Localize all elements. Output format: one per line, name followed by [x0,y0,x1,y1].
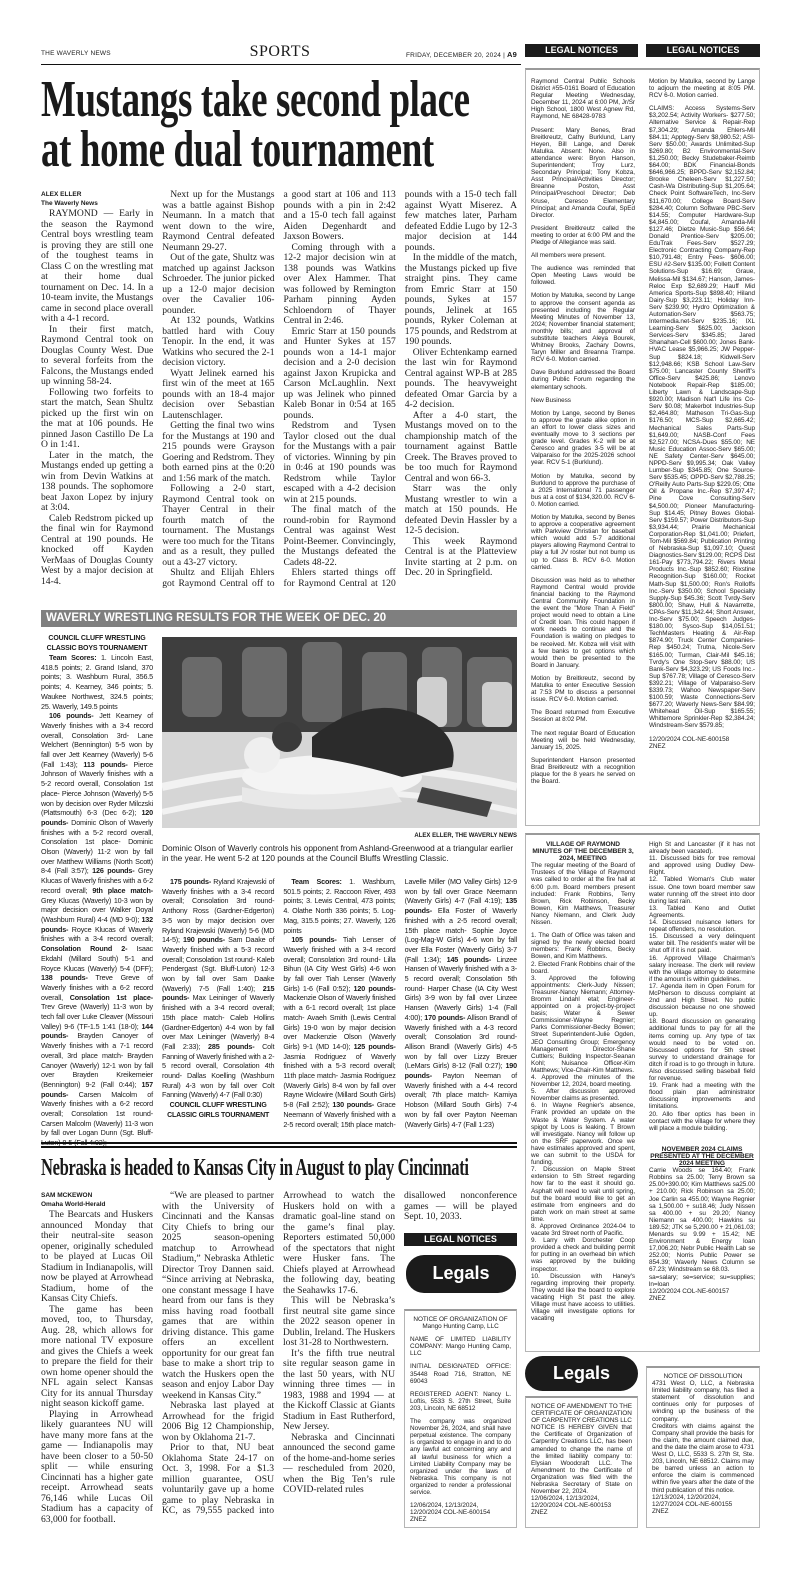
notice-paragraph: New Business [531,396,571,404]
znez: ZNEZ [531,1509,548,1517]
result-label: 170 pounds- [424,1012,466,1022]
notice-paragraph: 4731 West O, LLC, a Nebraska limited liability company, has filed a statement of dissolution and continues only for purposes of winding up the business of the company. [652,1380,754,1423]
result-text: Linzee Hansen of Waverly finished with a 3-5 record overall; Consolation 5th round- Harper Chase (IA City West Girls) 3-9 won by fall over Linzee Hansen (Waverly Girls) 1-4 (Fall 4:00); [404,954,517,1022]
result-label: 215 pounds- [162,983,275,1003]
main-article-body [41,190,517,590]
notice-paragraph: 2. Elected Frank Robbins chair of the board. [531,960,635,975]
result-text: 1. Lincoln East, 418.5 points; 2. Grand Island, 370 points; 3. Washburn Rural, 356.5 points; 4. Kearney, 346 points; 5. Waukee Northwest, 324.5 points; 25. Waverly, 149.5 points [41,653,154,711]
article-paragraph: Next up for the Mustangs was a battle against Bishop Neumann. In a match that went down to the wire, Raymond Central defeated Neumann 29-27. [162,189,275,253]
notice-code: 12/20/2024 COL-NE-600154 [410,1509,491,1517]
article-paragraph: Prior to that, NU beat Oklahoma State 24-17 on Oct. 3, 1998. For a $1.3 million guarantee, OSU voluntarily gave up a home game to play Nebraska in KC, as 79,555 packed into Arrowhead to watch the Huskers hold on with a dramatic goal-line stand on the game’s final play. Reporters estimated 50,000 of the spectators that night were Husker fans. The Chiefs played at Arrowhead the following day, beating the Seahawks 17-6. [162,1190,395,1516]
author-name: SAM MCKEWON [41,1192,93,1199]
dissolution-notice [646,1366,760,1528]
legal-notices-header: LEGAL NOTICES [404,1233,517,1246]
article-paragraph: The Bearcats and Huskers announced Monday that their neutral-site season opener, originally scheduled to be played at Lucas Oil Stadium in Indianapolis, will now be played at Arrowhead Stadium, home of the Kansas City Chiefs. [41,1209,153,1304]
results-banner: WAVERLY WRESTLING RESULTS FOR THE WEEK OF DEC. 20 [41,610,517,627]
notice-paragraph: 5. After discussion approved November claims as presented. [531,1088,635,1103]
article-paragraph: At 132 pounds, Watkins battled hard with Couy Tenopir. In the end, it was Watkins who secured the 2-1 decision victory. [162,315,275,368]
notice-paragraph: The regular meeting of the Board of Trustees of the Village of Raymond was called to order at the fire hall at 6:00 p.m. Board members present included: Frank Robbins, Terry Brown, Rick Robinson, Becky Bowen, Kim Matthews, Treasurer Nancy Niemann, and Clerk Judy Nissen. [531,862,635,927]
article-paragraph: After a 4-0 start, the Mustangs moved on to the championship match of the tournament against Battle Creek. The Braves proved to be too much for Raymond Central and won 66-3. [404,409,517,484]
notice-paragraph: 1. The Oath of Office was taken and signed by the newly elected board members: Frank Robbins, Becky Bowen, and Kim Matthews. [531,932,635,961]
znez: ZNEZ [652,1507,669,1515]
claims-heading: NOVEMBER 2024 CLAIMS PRESENTED AT THE DECEMBER 2024 MEETING [650,1145,754,1168]
article-paragraph: This week Raymond Central is at the Platteview Invite starting at 2 p.m. on Dec. 20 in Springfield. [404,535,517,578]
notice-paragraph: CLAIMS: Access Systems-Serv $3,202.54; Activity Workers- $277.50; Alternative Service & Repair-Rep $7,304.29; Amanda Ehlers-Mil $84.11; Apptegy-Serv $8,980.52; ASI-Serv $50.00; Awards Unlimited-Sup $269.80; B2 Environmental-Serv $1,250.00; Becky Studebaker-Reimb $64.00; BDK Financial-Bonds $646,966.25; BPPD-Serv $2,152.84; Brooke Cheleen-Serv $1,227.50; Cash-Wa Distributing-Sup $1,205.64; Check Point SoftwareTech, Inc-Serv $11,670.00; College Board-Serv $284.40; Column Software PBC-Serv $14.55; Computer Hardware-Sup $4,845.00; Coufal, Amanda-Mil $127.46; Dietze Music-Sup $56.64; Donald Prentice-Serv $205.00; EduTrak Fees-Serv $527.29; Electronic Contracting Company-Rep $10,791.48; Entry Fees- $606.00; ESU #2-Serv $135.00; Follett Content Solutions-Sup $16.69; Graue, Melissa-Mil $134.67; Hanson, James-Reloc Exp $2,689.29; Hauff Mid America Sports-Sup $898.40; Hiland Dairy-Sup $3,223.11; Holiday Inn-Serv $239.90; Hydro Optimization & Automation-Serv $563.75; Intermedia.net-Serv $235.16; IXL Learning-Serv $625.00; Jackson Services-Serv $345.85; Jared Shanahan-Cell $600.00; Jones Bank-HVAC Lease $5,966.25; JW Pepper-Sup $824.18; Kidwell-Serv $12,948.66; KSB School Law-Serv $75.00; Lancaster County Sheriff’s Office-Serv $425.86; Lenovo Notebook Repair-Rep $185.00; Liberty Lawn & Landscape-Sup $920.00; Madison Nat'l Life Ins Co-Serv $0.08; Makerbot Industries-Sup $2,464.80; Matheson Tri-Gas-Sup $176.50; MCS-Sup $2,665.42; Mechanical Sales Parts-Sup $1,649.00; NASB-Conf Fees $2,527.00; NCSA-Dues $55.00; NE Music Education Assoc-Serv $65.00; NE Safety Center-Serv $645.00; NPPD-Serv $9,995.34; Oak Valley Lumber-Sup $345.85; One Source-Serv $535.45; OPPD-Serv $2,788.25; O'Reilly Auto Parts-Sup $229.05; Otte Oil & Propane Inc.-Rep $7,397.47; Pine Cove Consulting-Serv $4,500.00; Pioneer Manufacturing-Sup $14.45; Pitney Bowes Global-Serv $159.57; Power Distributors-Sup $3,934.44; Prairie Mechanical Corporation-Rep $1,041.00; Priefert, Tom-Mil $569.84; Publication Printing of Nebraska-Sup $1,097.10; Quest Diagnostics-Serv $129.00; RCPS Dist 161-Pay $773,794.22; Rivers Metal Products Inc.-Sup $852.60; Rixstine Recognition-Sup $160.00; Rocket Math-Sup $1,500.00; Ron's Rolloffs Inc.-Serv $350.00; School Specialty Supply-Sup $45.36; Scott Tvrdy-Serv $800.00; Shaw, Hull & Navarrette, CPAs-Serv $11,342.44; Short Answer, Inc-Serv $75.00; Speech Judges- $180.00; Sysco-Sup $14,051.51; TechMasters Heating & Air-Rep $874.90; Truck Center Companies-Rep $450.24; Trutna, Nicole-Serv $165.00; Turman, Clair-Mil $45.16; Tvrdy's One Stop-Serv $88.00; US Bank-Serv $4,323.29; US Foods Inc.-Sup $767.78; Village of Ceresco-Serv $392.21; Village of Valparaiso-Serv $339.73; Wahoo Newspaper-Serv $100.59; Waste Connections-Serv $677.20; Waverly News-Serv $84.99; Whitehead Oil-Sup $165.55; Whittemore Sprinkler-Rep $2,384.24; Windstream-Serv $579.85; [649,105,755,730]
results-column [41,633,154,1138]
result-text: Grey Klucas of Waverly finishes with a 6-2 record overall; [41,866,153,895]
notice-paragraph: Motion by Matulka, second by Benes to approve a cooperative agreement with Parkview Christian for baseball which would add 5-7 additional players allowing Raymond Central to play a full JV roster but not bump us up to Class B. RCV 6-0. Motion carried. [531,513,635,571]
article-paragraph: Starr was the only Mustang wrestler to win a match at 150 pounds. He defeated Devin Hassler by a 12-5 decision. [404,483,517,536]
results-paragraph [41,653,153,711]
result-label: Consolation 1st place- [69,992,153,1002]
notice-paragraph: Motion by Matulka, second by Lange to adjourn the meeting at 8:05 PM. RCV 6-0. Motion carried. [649,78,755,100]
girls-tournament-heading: COUNCIL CLUFF WRESTLING CLASSIC GIRLS TOURNAMENT [167,1102,270,1119]
issue-date [406,50,517,59]
result-label: 9th place match- [92,885,153,895]
notice-paragraph: President Breitkreutz called the meeting to order at 6:00 PM and the Pledge of Allegiance was said. [531,224,635,246]
znez: ZNEZ [410,1516,427,1524]
second-article-continuation [404,1191,517,1223]
notice-paragraph: The next regular Board of Education Meeting will be held Wednesday, January 15, 2025. [531,729,635,751]
result-label: 105 pounds- [291,935,337,945]
mango-notice [404,1309,517,1528]
wrestlers-image [162,637,517,828]
notice-paragraph: 8. Approved Ordinance 2024-04 to vacate 3rd Street north of Pacific. [531,1222,635,1238]
result-label: 125 pounds- [353,1041,396,1051]
notice-title: NOTICE OF AMENDMENT TO THE CERTIFICATE OF ORGANIZATION OF CARPENTRY CREATIONS LLC [531,1403,632,1425]
notice-paragraph: 17. Agenda item in Open Forum for McPherson to discuss complaint at 2nd and High Street. No public discussion because no one showed up. [649,982,755,1019]
claims-key: sa=salary; se=service; su=supplies; ln=loan [649,1273,755,1288]
notice-column-2 [649,78,755,750]
notice-paragraph: High St and Lancaster (if it has not already been vacated). [649,841,755,856]
notice-paragraph: 12/20/2024 COL-NE-600158 [649,735,730,743]
notice-paragraph: 10. Discussion with Haney's regarding improving their property. They would like the board to explore vacating High St past the alley. Village must have access to utilities. Village will investigate options for vacating [531,1272,635,1323]
section-rule [41,1142,517,1144]
article-paragraph: Caleb Redstrom picked up the final win for Raymond Central at 190 pounds. He knocked off Kayden VerMaas of Douglas County West by a major decision at 14-4. [41,512,154,587]
article-paragraph: This will be Nebraska’s first neutral site game since the 2022 season opener in Dublin, Ireland. The Huskers lost 31-28 to Northwestern. [283,1295,395,1348]
notice-paragraph: 12. Tabled Woman's Club water issue. One town board member saw water running off the street into door during last rain. [649,876,755,905]
article-paragraph: Nebraska last played at Arrowhead for the frigid 2006 Big 12 Championship, won by Oklahoma 21-7. [162,1400,274,1443]
result-text: Treve Greve of Waverly finishes with a 6-2 record overall, [41,973,153,1002]
result-label: 113 pounds- [83,759,128,769]
notice-code: 12/27/2024 COL-NE-600155 [652,1500,733,1508]
notice-paragraph: 4. Approved the minutes of the November 12, 2024, board meeting. [531,1074,635,1089]
notice-paragraph: Raymond Central Public Schools District #55-0161 Board of Education Regular Meeting Wednesday, December 11, 2024 at 6:00 PM, Jr/Sr High School, 1800 West Agnew Rd, Raymond, NE 68428-9783 [531,78,635,121]
notice-paragraph: ZNEZ [649,742,666,750]
result-text: Royce Klucas of Waverly finishes with a 3-4 record overall; [41,924,153,944]
result-text: Tiah Lenser of Waverly finished with a 3-4 record overall; Consolation 3rd round- Lilla Bihun (IA City West Girls) 4-6 won by fall over Tiah Lenser (Waverly Girls) 1-6 (Fall 0:52); [283,935,396,993]
notice-paragraph: The Board returned from Executive Session at 8:02 PM. [531,709,635,724]
publication-dates: 12/13/2024, 12/20/2024, [652,1493,721,1501]
result-label: 126 pounds- [92,866,135,876]
result-text: Jasmia Rodriguez of Waverly finished with a 5-3 record overall; 11th place match- Jasmia Rodriguez (Waverly Girls) 8-4 won by fall over Rayne Wickwire (Millard South Girls) 5-8 (Fall 2:52); [283,1051,396,1110]
article-paragraph: RAYMOND — Early in the season the Raymond Central boys wrestling team is proving they are still one of the toughest teams in Class C on the wrestling mat at their home dual tournament on Dec. 14. In a 10-team invite, the Mustangs came in second place overall with a 4-1 record. [41,208,154,324]
publication-dates: 12/06/2024, 12/13/2024, [531,1495,600,1503]
result-label: 135 pounds- [404,896,517,916]
result-text: Colt Fanning of Waverly finished with a 2-5 record overall, Consolation 4th round- Dallas Koelling (Washburn Rural) 4-3 won by fall over Colt Fanning (Waverly) 4-7 (Fall 0:30) [162,1041,275,1100]
result-label: 132 pounds- [41,914,153,934]
author-outlet: Omaha World-Herald [41,1201,106,1208]
notice-paragraph: Motion by Matulka, second by Burklund to approve the purchase of a 2025 International 71 passenger bus at a cost of $134,320.00. RCV 6-0. Motion carried. [531,472,635,508]
result-text: Allison Brandl of Waverly finished with a 4-3 record overall; Consolation 3rd round- Allison Brandl (Waverly Girls) 4-5 won by fall over Lizzy Breuer (LeMars Girls) 8-12 (Fall 0:27); [404,1012,517,1071]
article-paragraph: “We are pleased to partner with the University of Cincinnati and the Kansas City Chiefs to bring our 2025 season-opening matchup to Arrowhead Stadium,” Nebraska Athletic Director Troy Dannen said. “Since arriving at Nebraska, one constant message I have heard from our fans is they miss having road football games that are within driving distance. This game offers an excellent opportunity for our great fan base to make a short trip to watch the Huskers open the season and enjoy Labor Day weekend in Kansas City.” [162,1190,274,1401]
article-paragraph: In the middle of the match, the Mustangs picked up five straight pins. They came from Emric Starr at 150 pounds, Sykes at 157 pounds, Jelinek at 165 pounds, Ryker Coleman at 175 pounds, and Redstrom at 190 pounds. [404,252,517,347]
legal-notices-header: LEGAL NOTICES [646,44,760,57]
article-paragraph: The final match of the round-robin for Raymond Central was against West Point-Beemer. Convincingly, the Mustangs defeated the Cadets 48-22. [283,504,396,568]
notice-paragraph: Discussion was held as to whether Raymond Central would provide financial backing to the Raymond Central Community Foundation in the event the "More Than A Field" project would need to obtain a Line of Credit loan. This could happen if work needs to continue and the Foundation is waiting on pledges to be received. Mr. Kobza will visit with a few banks to get options which would then be presented to the Board in January. [531,576,635,669]
notice-paragraph: Creditors with claims against the Company shall provide the basis for the claim, the amount claimed due, and the date the claim arose to 4731 West O, LLC, 5533 S. 27th St, Ste. 203, Lincoln, NE 68512. Claims may be barred unless an action to enforce the claim is commenced within five years after the date of the third publication of this notice. [652,1422,754,1494]
result-text: Jett Kearney of Waverly finishes with a 3-4 record overall, Consolation 3rd- Lane Welchert (Bennington) 5-5 won by fall over Jett Kearney (Waverly) 5-6 (Fall 1:43); [41,711,153,769]
result-text: Mackenzie Olson of Waverly finished with a 6-1 record overall; 1st place match- Avaeh Smith (Lewis Central Girls) 19-0 won by major decision over Mackenzie Olson (Waverly Girls) 9-1 (MD 14-0); [283,993,396,1051]
notice-paragraph: 14. Discussed nuisance letters for repeat offenders, no resolution. [649,919,755,934]
article-paragraph: Coming through with a 12-2 major decision win at 138 pounds was Watkins over Alex Hammer. That was followed by Remington Parham pinning Ayden Schloendorn of Thayer Central in 2:46. [283,241,396,326]
notice-column-1 [531,841,635,1322]
result-text: Grey Klucas (Waverly) 10-3 won by major decision over Walker Doyal (Washburn Rural) 4-4 (MD 9-0); [41,895,153,924]
article-paragraph: Following a 2-0 start, Raymond Central took on Thayer Central in their fourth match of the tournament. The Mustangs were too much for the Titans and as a result, they pulled out a 43-27 victory. [162,483,275,568]
notice-paragraph: 7. Discussion on Maple Street extension to 5th Street regarding how far to the east it should go. Asphalt will need to wait until spring, but the board would like to get an estimate from engineers and do patch work on main street at same time. [531,1166,635,1223]
notice-column-2 [649,841,755,1302]
notice-paragraph: 16. Approved Village Chairman's salary increase. The clerk will review with the village attorney to determine if the amount is within guidelines. [649,954,755,983]
result-label: 190 pounds- [404,1061,517,1081]
notice-paragraph: The audience was reminded that Open Meeting Laws would be followed. [531,265,635,287]
boys-tournament-heading: COUNCIL CLUFF WRESTLING CLASSIC BOYS TOURNAMENT [46,635,148,652]
result-label: 138 pounds- [41,973,88,983]
photo-credit: ALEX ELLER, THE WAVERLY NEWS [414,833,517,839]
results-columns-continued [162,877,517,1135]
notice-paragraph: The company was organized November 26, 2024, and shall have perpetual existence. The company is organized to engage in and to do any lawful act concerning any and all lawful business for which a Limited Liability Company may be organized under the laws of Nebraska. This company is not organized to render a professional service. [410,1418,511,1496]
result-text: Sam Daake of Waverly finished with a 5-3 record overall; Consolation 1st round- Kaleb Pendergast (Sgt. Bluff-Luton) 12-3 won by fall over Sam Daake (Waverly) 7-5 (Fall 1:40); [162,935,275,993]
result-text: Carsen Malcolm of Waverly finishes with a 6-2 record overall; Consolation 1st round- Carsen Malcolm (Waverly) 11-3 won by fall over Logan Dunn (Sgt. Bluff- [41,1089,153,1138]
newspaper-name: THE WAVERLY NEWS [41,50,111,57]
result-label: 120 pounds- [41,808,153,827]
second-headline: Nebraska is headed to Kansas City in August to play Cincinnati [41,1155,469,1181]
raymond-schools-notice [525,68,760,826]
notice-paragraph: REGISTERED AGENT: Nancy L. Loftis, 5533 S. 27th Street, Suite 203, Lincoln, NE 68512 [410,1390,511,1412]
article-paragraph: Oliver Echtenkamp earned the last win for Raymond Central against WP-B at 285 pounds. The heavyweight defeated Omar Garcia by a 4-2 decision. [404,346,517,410]
notice-paragraph: 3. Approved the following appointments: Clerk-Judy Nissen; Treasurer-Nancy Niemann; Attorney-Bromm Lindahl etal; Engineer-appointed on a project-by-project basis; Water & Sewer Commissioner-Wayne Regnier; Parks Commissioner-Becky Bowen; Street Superintendent-Julie Ogden, JEO Consulting Group; Emergency Management Director-Shane Cuttlers; Building Inspector-Seanan Kohl; Nuisance Officer-Kim Matthews; Vice-Chair-Kim Matthews. [531,974,635,1074]
notice-paragraph: Motion by Breitkreutz, second by Matulka to enter Executive Session at 7:53 PM to discuss a personnel issue. RCV 6-0. Motion carried. [531,674,635,704]
result-text: Ryland Krajewski of Waverly finishes with a 3-4 record overall; Consolation 3rd round- Anthony Ross (Gardner-Edgerton) 3-5 won by major decision over Ryland Krajewski (Waverly) 5-6 (MD 14-5); [162,877,275,945]
result-text: Dominic Olson of Waverly finishes with a 5-2 record overall, Consolation 1st place- Dominic Olson (Waverly) 11-2 won by fall over Matthew Williams (North Scott) 8-4 (Fall 3:57); [41,817,153,876]
amendment-notice [525,1396,638,1528]
result-label: 157 pounds- [41,1079,153,1099]
result-text: Ella Foster of Waverly finished with a 2-5 record overall; 15th place match- Sophie Joyce (Log-Mag-W Girls) 4-6 won by fall over Ella Foster (Waverly Girls) 3-7 (Fall 1:34); [404,906,517,964]
notice-paragraph: 11. Discussed bids for tree removal and approved using Dudley Dew-Right. [649,855,755,877]
notice-paragraph: 19. Frank had a meeting with the flood plain plan administrator discussing improvements and limitations. [649,1082,755,1111]
notice-paragraph: 9. Larry with Dorchester Coop provided a check and building permit for putting in an overhead bin which was approved by the building inspector. [531,1237,635,1273]
legal-notices-header: LEGAL NOTICES [525,44,638,57]
result-text: Isaac Ekdahl (Millard South) 5-1 and Royce Klucas (Waverly) 5-4 (DFF); [41,944,154,973]
wrestling-photo [162,637,517,828]
section-title: SPORTS [249,43,311,60]
article-paragraph: Shultz and Elijah Ehlers got Raymond Central off to a good start at 106 and 113 pounds with a pin in 2:42 and a 15-0 tech fall against Aiden Degenhardt and Jaxson Bowers. [162,189,396,589]
legals-logo: Legals [525,1356,638,1391]
legals-logo: Legals [406,1255,516,1293]
article-paragraph: In their first match, Raymond Central took on Douglas County West. Due to several forfeits from the Falcons, the Mustangs ended up winning 58-24. [41,323,154,387]
notice-title: NOTICE OF DISSOLUTION [663,1373,743,1380]
headline-line-2: at home dual tournament [41,121,434,178]
photo-caption: Dominic Olson of Waverly controls his opponent from Ashland-Greenwood at a triangular earlier in the year. He went 5-2 at 120 pounds at the Council Bluffs Wrestling Classic. [162,843,514,863]
separator: | [503,52,505,59]
result-label: 175 pounds- [170,877,212,886]
article-paragraph: Redstrom and Tysen Taylor closed out the dual for the Mustangs with a pair of victories. Winning by pin in 0:46 at 190 pounds was Redstrom while Taylor escaped with a 4-2 decision win at 215 pounds. [283,420,396,505]
headline-line-1: Mustangs take second place [41,71,470,128]
article-paragraph: It’s the fifth true neutral site regular season game in the last 50 years, with NU winning three times — in 1983, 1988 and 1994 — at the Kickoff Classic at Giants Stadium in East Rutherford, New Jersey. [283,1347,395,1432]
publication-dates: 12/06/2024, 12/13/2024, [410,1502,479,1510]
notice-code: 12/20/2024 COL-NE-600157 [649,1287,730,1295]
article-paragraph: The game has been moved, too, to Thursday, Aug. 28, which allows for more national TV exposure and gives the Chiefs a week to prepare the field for their own home opener should the NFL again select Kansas City for its annual Thursday night season kickoff game. [41,1303,153,1409]
notice-paragraph: Present: Mary Benes, Brad Breitkreutz, Cathy Burklund, Larry Heyen, Bill Lange, and Derek Matulka. Absent: None. Also in attendance were: Bryon Hanson, Superintendent; Troy Lurz, Secondary Principal; Tony Kobza, Asst Principal/Activities Director; Breanne Poston, Asst Principal/Preschool Director; Deb Kruse, Ceresco Elementary Principal; and Amanda Coufal, SpEd Director. [531,126,635,219]
znez: ZNEZ [649,1294,666,1302]
article-paragraph: Wyatt Jelinek earned his first win of the meet at 165 pounds with an 18-4 major decision over Sebastian Lautenschlager. [162,367,275,421]
notice-paragraph: 13. Tabled Keno and Outlet Agreements. [649,904,755,919]
result-label: 106 pounds- [49,711,94,721]
result-label: 130 pounds- [332,1100,375,1110]
notice-body: NOTICE IS HEREBY GIVEN that the Certificate of Organization of Carpentry Creations LLC, has been amended to change the name of the limited liability company to: Elysian Woodcraft LLC. The Amendment to the Certificate of Organization was filed with the Nebraska Secretary of State on November 22, 2024. [531,1424,632,1496]
author-outlet: The Waverly News [41,200,98,207]
notice-paragraph: INITIAL DESIGNATED OFFICE: 35448 Road 716, Stratton, NE 69043 [410,1363,511,1385]
result-text: Grace Neemann of Waverly finished with a 2-5 record overall; 15th place match- Lavelle Miller (MO Valley Girls) 12-9 won by fall over Grace Neemann (Waverly Girls) 4-7 (Fall 4:19); [283,877,517,1129]
article-paragraph: Following two forfeits to start the match, Sean Shultz picked up the first win on the mat at 106 pounds. He pinned Jason Castillo De La O in 1:41. [41,386,154,450]
article-paragraph: Later in the match, the Mustangs ended up getting a win from Devin Watkins at 138 pounds. The sophomore beat Jaxon Lopez by injury at 3:04. [41,449,154,513]
notice-paragraph: 20. Allo fiber optics has been in contact with the village for where they will place a module building. [649,1110,755,1132]
notice-title: NOTICE OF ORGANIZATION OF Mango Hunting Camp, LLC [413,1316,508,1331]
village-raymond-notice [525,833,760,1352]
article-paragraph-end: disallowed nonconference games — will be played Sept. 10, 2033. [404,1190,517,1222]
result-label: 285 pounds- [208,1041,255,1051]
result-label: Team Scores: [49,653,97,662]
result-label: 190 pounds- [183,935,225,945]
article-paragraph: Nebraska and Cincinnati announced the second game of the home-and-home series — rescheduled from 2020, when the Big Ten’s rule COVID-related rules [283,1431,395,1495]
notice-paragraph: Motion by Matulka, second by Lange to approve the consent agenda as presented including the Regular Meeting Minutes of November 13, 2024; November financial statement; monthly bills; and approval of substitute teachers Aleya Bourek, Whitney Brooks, Zachary Downs, Taryn Miller and Breanna Trampe. RCV 6-0. Motion carried. [531,292,635,364]
notice-title: VILLAGE OF RAYMOND MINUTES OF THE DECEMBER 3, 2024, MEETING [532,841,634,863]
claims-list: Carrie Woods se 164.40; Frank Robbins sa 25.00; Terry Brown sa 25.00+390.00; Kim Matthews sa25.00 + 210.00; Rick Robinson sa 25.00; Joe Carlin sa 455.00; Wayne Regnier sa 1,500.00 + su18.46; Judy Nissen sa 400.00 + su 29.20; Nancy Niemann sa 400.00; Hawkins su 189.52; JTK se 5,290.00 + 21,061.03; Menards su 9.99 + 15.42; NE Environment & Energy loan 17,006.20; Nebr Public Health Lab se 252.00; Norris Public Power se 854.39; Waverly News Column se 67.23; Windstream se 68.03. [649,1167,755,1274]
section-rule [41,1146,517,1148]
result-text: Brayden Canoyer of Waverly finishes with a 7-1 record overall, 3rd place match- Brayden Canoyer (Waverly) 12-1 won by fall over Brayden Kreikemeier (Bennington) 9-2 (Fall 0:44); [41,1031,153,1089]
notice-paragraph: Motion by Lange, second by Benes to approve the grade alike option in an effort to lower class sizes and eventually move to 3 sections per grade level. Grades K-2 will be at Ceresco and grades 3-5 will be at Valparaiso for the 2025-2026 school year. RCV 5-1 (Burklund). [531,409,635,467]
results-paragraph [283,877,395,935]
article-paragraph: Ehlers started things off for Raymond Central at 120 pounds with a 15-0 tech fall against Wyatt Miserez. A few matches later, Parham defeated Eddie Lugo by 12-3 major decision at 144 pounds. [283,189,517,589]
page-number: A9 [507,50,517,59]
result-label: 120 pounds- [353,983,396,993]
result-label: 144 pounds- [41,1021,153,1041]
article-paragraph: Out of the gate, Shultz was matched up against Jackson Schroeder. The junior picked up a 12-0 major decision over the Cavalier 106-pounder. [162,252,275,316]
result-text: 1. Washburn, 501.5 points; 2. Raccoon River, 493 points; 3. Lewis Central, 473 points; 4. Olathe North 336 points; 5. Log-Mag, 315.5 points; 27. Waverly, 126 points [283,877,396,935]
results-paragraph [41,711,153,1148]
result-label: Team Scores: [291,877,342,886]
notice-paragraph: Superintendent Hanson presented Brad Breitkreutz with a recognition plaque for the 8 years he served on the Board. [531,756,635,786]
header-rule [41,64,521,65]
notice-paragraph: Dave Burklund addressed the Board during Public Forum regarding the elementary schools. [531,369,635,391]
result-text: Trev Greve (Waverly) 11-3 won by tech fall over Luke Cleaver (Missouri Valley) 9-6 (TF-1.5 1:41 (18-0); [41,1002,153,1031]
notice-code: 12/20/2024 COL-NE-600153 [531,1502,612,1510]
notice-paragraph: 15. Discussed a very delinquent water bill. The resident's water will be shut off if it is not paid. [649,933,755,955]
date-text: FRIDAY, DECEMBER 20, 2024 [406,52,502,59]
result-text: Payton Neeman of Waverly finished with a 4-4 record overall; 7th place match- Kamiya Hobson (Millard South Girls) 7-4 won by fall over Payton Neeman (Waverly Girls) 4-7 (Fall 1:23) [404,1071,517,1129]
notice-column-1 [531,78,635,791]
result-label: 145 pounds- [446,954,492,964]
second-article-body [41,1191,395,1526]
notice-paragraph: 18. Board discussion on generating additional funds to pay for all the items coming up. Any type of tax would need to be voted on. Discussed options for 5th street survey to understand drainage for ditch if road is to go through in future. Also discussed selling baseball field for revenue. [649,1018,755,1083]
article-paragraph: Getting the final two wins for the Mustangs at 190 and 215 pounds were Grayson Goering and Redstrom. They both earned pins at the 0:20 and 1:56 mark of the match. [162,420,275,484]
notice-paragraph: 6. In Wayne Regnier's absence, Frank provided an update on the Waste & Water System. A water spigot by Loos is leaking. T Brown will investigate. Nancy will follow up on the SRF paperwork. Once we have estimates approved and spent, we can submit to the USDA for funding. [531,1102,635,1167]
results-paragraph [162,877,274,1100]
author-name: ALEX ELLER [41,191,82,198]
notice-paragraph: NAME OF LIMITED LIABILITY COMPANY: Mango Hunting Camp, LLC [410,1336,511,1358]
result-text: Max Leininger of Waverly finished with a 3-4 record overall; 15th place match- Caleb Hollins (Gardner-Edgerton) 4-4 won by fall over Max Leininger (Waverly) 8-4 (Fall 2:33); [162,993,275,1051]
notice-paragraph: All members were present. [531,252,606,260]
result-label: Consolation Round 2- [41,944,128,954]
article-paragraph: Playing in Arrowhead likely guarantees NU will have many more fans at the game — Indianapolis may have been closer to a 50-50 split — while ensuring Cincinnati has a higher gate receipt. Arrowhead seats 76,146 while Lucas Oil Stadium has a capacity of 63,000 for football. [41,1408,153,1525]
article-paragraph: Emric Starr at 150 pounds and Hunter Sykes at 157 pounds won a 14-1 major decision and a 2-0 decision against Jaxon Krupicka and Carson McLaughlin. Next up was Jelinek who pinned Kaleb Bonar in 0:54 at 165 pounds. [283,325,396,421]
result-text: Pierce Johnson of Waverly finishes with a 5-2 record overall, Consolation 1st place- Pierce Johnson (Waverly) 5-5 won by decision over Ryder Milczski (Plattsmouth) 6-3 (Dec 6-2); [41,759,153,818]
